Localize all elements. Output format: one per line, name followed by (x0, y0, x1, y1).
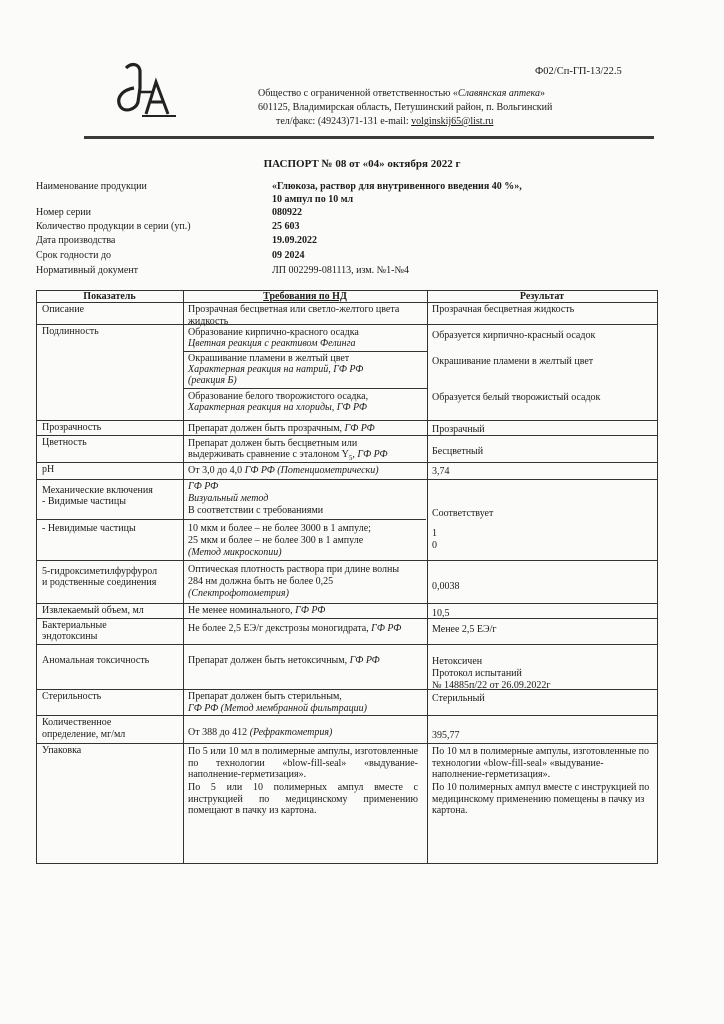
company-suffix: » (539, 88, 545, 99)
quality-table (36, 290, 658, 864)
row-requirement: Препарат должен быть прозрачным, (188, 423, 345, 434)
company-phone: тел/факс: (49243)71-131 e-mail: (276, 116, 412, 127)
row-requirement-method: (реакция Б) (188, 375, 237, 386)
date-value: 19.09.2022 (272, 235, 317, 246)
row-name-sub: - Видимые частицы (42, 496, 126, 507)
row-result: Менее 2,5 ЕЭ/г (432, 624, 497, 635)
row-requirement: Прозрачная бесцветная или светло-желтого цвета жидкость (188, 304, 400, 327)
row-requirement: По 5 или 10 мл в полимерные ампулы, изготовленные по технологии «blow-fill-seal» «выдувание-наполнение-герметизация». (188, 746, 418, 780)
row-result: По 10 мл в полимерные ампулы, изготовленные по технологии «blow-fill-seal» «выдувание-наполнение-герметизация». (432, 746, 649, 780)
row-result: Протокол испытаний (432, 668, 522, 679)
date-label: Дата производства (36, 235, 116, 246)
row-name: и родственные соединения (42, 577, 157, 588)
row-result: Окрашивание пламени в желтый цвет (432, 356, 594, 367)
header-result: Результат (519, 291, 565, 302)
passport-title: ПАСПОРТ № 08 от «04» октября 2022 г (263, 158, 461, 170)
row-result: Соответствует (432, 508, 494, 519)
row-requirement: Препарат должен быть нетоксичным, (188, 655, 350, 666)
row-requirement: Препарат должен быть бесцветным или (188, 438, 358, 449)
row-requirement: 10 мкм и более – не более 3000 в 1 ампуле; (188, 523, 371, 534)
row-requirement-method: Цветная реакция с реактивом Фелинга (188, 338, 356, 349)
header-divider (84, 136, 654, 139)
product-label: Наименование продукции (36, 181, 147, 192)
row-requirement-method: ГФ РФ (295, 605, 326, 616)
row-requirement-method: Характерная реакция на хлориды, ГФ РФ (188, 402, 367, 413)
row-requirement-method: ГФ РФ (188, 481, 219, 492)
header-requirements: Требования по НД (263, 291, 347, 302)
row-result: По 10 полимерных ампул вместе с инструкцией по медицинскому применению помещены в пачку из картона. (432, 782, 650, 816)
row-name: Бактериальные (42, 620, 107, 631)
document-code: Ф02/Сп-ГП-13/22.5 (535, 66, 622, 77)
row-requirement: От 388 до 412 (188, 727, 250, 738)
row-result: 3,74 (432, 466, 450, 477)
row-name: Описание (42, 304, 85, 315)
qty-value: 25 603 (272, 221, 300, 232)
expiry-label: Срок годности до (36, 250, 112, 261)
row-requirement: От 3,0 до 4,0 (188, 465, 245, 476)
row-requirement-method: ГФ РФ (344, 423, 375, 434)
row-name: определение, мг/мл (42, 729, 126, 740)
row-result: 0 (432, 540, 437, 551)
row-name: 5-гидроксиметилфурфурол (42, 566, 158, 577)
row-requirement: Не более 2,5 ЕЭ/г декстрозы моногидрата, (188, 623, 372, 634)
row-requirement: Оптическая плотность раствора при длине волны (188, 564, 400, 575)
row-name: Механические включения (42, 485, 153, 496)
company-address: 601125, Владимирская область, Петушинский район, п. Вольгинский (258, 102, 553, 113)
row-result: 0,0038 (432, 581, 460, 592)
row-name: эндотоксины (42, 631, 98, 642)
row-name: Цветность (42, 437, 87, 448)
row-result: Стерильный (432, 693, 485, 704)
header-indicator: Показатель (83, 291, 136, 302)
row-result: 1 (432, 528, 437, 539)
row-requirement-method: (Рефрактометрия) (249, 727, 333, 738)
row-requirement: По 5 или 10 полимерных ампул вместе с инструкцией по медицинскому применению помещают в пачку из картона. (188, 782, 418, 816)
row-requirement: Образование белого творожистого осадка, (188, 391, 369, 402)
series-value: 080922 (272, 207, 302, 218)
row-requirement: Не менее номинального, (188, 605, 296, 616)
row-result: Образуется кирпично-красный осадок (432, 330, 596, 341)
row-requirement: 25 мкм и более – не более 300 в 1 ампуле (188, 535, 364, 546)
row-requirement: Окрашивание пламени в желтый цвет (188, 353, 350, 364)
company-prefix: Общество с ограниченной ответственностью « (258, 88, 458, 99)
company-email[interactable]: volginskij65@list.ru (411, 116, 494, 127)
row-result: 395,77 (432, 730, 460, 741)
row-result: 10,5 (432, 608, 450, 619)
row-name: Количественное (42, 717, 112, 728)
row-requirement-sub: 5 (348, 454, 353, 462)
row-requirement-method: , ГФ РФ (352, 449, 388, 460)
row-name: pH (42, 464, 55, 475)
row-result: Образуется белый творожистый осадок (432, 392, 601, 403)
row-name: Извлекаемый объем, мл (42, 605, 144, 616)
expiry-value: 09 2024 (272, 250, 305, 261)
row-requirement-method: ГФ РФ (349, 655, 380, 666)
row-result: Нетоксичен (432, 656, 483, 667)
row-requirement-method: Визуальный метод (188, 493, 269, 504)
series-label: Номер серии (36, 207, 91, 218)
row-result: Бесцветный (432, 446, 484, 457)
row-result: № 14885п/22 от 26.09.2022г (432, 680, 551, 691)
row-requirement: Образование кирпично-красного осадка (188, 327, 359, 338)
company-logo-icon (112, 58, 182, 122)
product-value-2: 10 ампул по 10 мл (272, 194, 354, 205)
row-requirement: выдерживать сравнение с эталоном Y (188, 449, 349, 460)
row-name: Стерильность (42, 691, 102, 702)
row-name: Аномальная токсичность (42, 655, 150, 666)
row-requirement: Препарат должен быть стерильным, (188, 691, 342, 702)
row-result: Прозрачная бесцветная жидкость (432, 304, 575, 315)
row-requirement-method: ГФ РФ (Метод мембранной фильтрации) (188, 703, 367, 714)
row-requirement-method: (Метод микроскопии) (188, 547, 282, 558)
row-requirement-method: ГФ РФ (Потенциометрически) (244, 465, 379, 476)
product-value-1: «Глюкоза, раствор для внутривенного введения 40 %», (272, 181, 522, 192)
row-requirement: В соответствии с требованиями (188, 505, 324, 516)
row-result: Прозрачный (432, 424, 485, 435)
row-requirement-method: (Спектрофотометрия) (188, 588, 289, 599)
row-name: Упаковка (42, 745, 82, 756)
qty-label: Количество продукции в серии (уп.) (36, 221, 191, 232)
row-name: Подлинность (42, 326, 99, 337)
company-name: Славянская аптека (457, 88, 540, 99)
row-name: - Невидимые частицы (42, 523, 136, 534)
row-name: Прозрачность (42, 422, 102, 433)
norm-label: Нормативный документ (36, 265, 139, 276)
row-requirement: 284 нм должна быть не более 0,25 (188, 576, 334, 587)
company-header (258, 87, 552, 129)
norm-value: ЛП 002299-081113, изм. №1-№4 (272, 265, 409, 276)
row-requirement-method: Характерная реакция на натрий, ГФ РФ (188, 364, 364, 375)
row-requirement-method: ГФ РФ (371, 623, 402, 634)
